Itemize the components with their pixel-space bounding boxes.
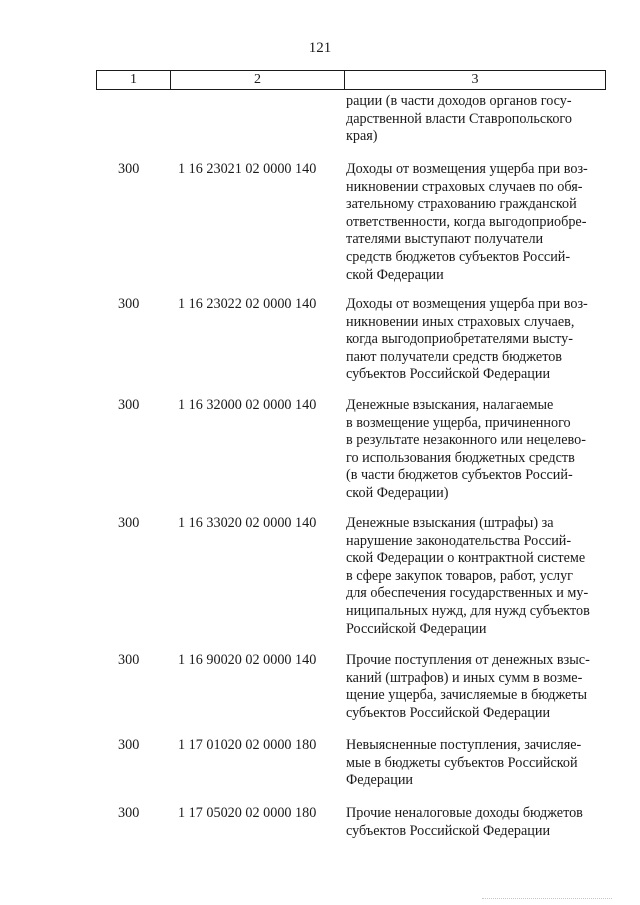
description-line: для обеспечения государственных и му-: [346, 585, 589, 602]
description-line: дарственной власти Ставропольского: [346, 110, 572, 127]
scan-artifact: [482, 898, 612, 900]
row-description: [346, 805, 608, 840]
admin-code: 300: [118, 515, 140, 531]
description-line: ниципальных нужд, для нужд субъектов: [346, 602, 590, 619]
row-description: [346, 397, 608, 503]
description-line: когда выгодоприобретателями высту-: [346, 331, 573, 348]
description-line: Федерации: [346, 772, 414, 789]
description-line: Денежные взыскания (штрафы) за: [346, 515, 554, 531]
description-line: никновении иных страховых случаев,: [346, 313, 575, 330]
table-header-col-2: 2: [171, 71, 345, 89]
admin-code: 300: [118, 161, 140, 177]
description-line: ской Федерации: [346, 266, 444, 283]
description-line: Доходы от возмещения ущерба при воз-: [346, 296, 588, 312]
kbk-code: 1 16 23021 02 0000 140: [178, 161, 317, 177]
description-line: субъектов Российской Федерации: [346, 822, 551, 839]
description-line: субъектов Российской Федерации: [346, 366, 551, 383]
description-line: каний (штрафов) и иных сумм в возме-: [346, 669, 583, 686]
description-line: (в части бюджетов субъектов Россий-: [346, 467, 573, 484]
row-description: [346, 161, 608, 284]
description-line: в результате незаконного или нецелево-: [346, 432, 586, 449]
row-description: [346, 652, 608, 722]
row-description: [346, 737, 608, 790]
description-line: ской Федерации о контрактной системе: [346, 550, 586, 567]
admin-code: 300: [118, 296, 140, 312]
description-line: ской Федерации): [346, 484, 449, 501]
description-line: нарушение законодательства Россий-: [346, 532, 572, 549]
description-line: субъектов Российской Федерации: [346, 704, 551, 721]
description-line: в сфере закупок товаров, работ, услуг: [346, 567, 573, 584]
description-line: ответственности, когда выгодоприобре-: [346, 213, 587, 230]
description-line: Российской Федерации: [346, 620, 487, 637]
description-line: Прочие неналоговые доходы бюджетов: [346, 805, 583, 821]
description-line: пают получатели средств бюджетов: [346, 348, 562, 365]
description-line: рации (в части доходов органов госу-: [346, 93, 572, 109]
kbk-code: 1 16 32000 02 0000 140: [178, 397, 317, 413]
description-line: мые в бюджеты субъектов Российской: [346, 754, 578, 771]
kbk-code: 1 16 90020 02 0000 140: [178, 652, 317, 668]
kbk-code: 1 17 01020 02 0000 180: [178, 737, 317, 753]
description-line: Невыясненные поступления, зачисляе-: [346, 737, 582, 753]
continuation-description: [346, 93, 608, 146]
kbk-code: 1 16 33020 02 0000 140: [178, 515, 317, 531]
description-line: никновении страховых случаев по обя-: [346, 178, 583, 195]
table-header: [96, 70, 606, 90]
row-description: [346, 515, 608, 638]
admin-code: 300: [118, 737, 140, 753]
description-line: Денежные взыскания, налагаемые: [346, 397, 554, 413]
admin-code: 300: [118, 652, 140, 668]
page-number: 121: [308, 40, 332, 56]
kbk-code: 1 17 05020 02 0000 180: [178, 805, 317, 821]
description-line: в возмещение ущерба, причиненного: [346, 414, 571, 431]
description-line: края): [346, 128, 378, 145]
description-line: Доходы от возмещения ущерба при воз-: [346, 161, 588, 177]
description-line: тателями выступают получатели: [346, 231, 544, 248]
admin-code: 300: [118, 805, 140, 821]
description-line: зательному страхованию гражданской: [346, 196, 577, 213]
table-header-col-1: 1: [97, 71, 171, 89]
admin-code: 300: [118, 397, 140, 413]
row-description: [346, 296, 608, 384]
kbk-code: 1 16 23022 02 0000 140: [178, 296, 317, 312]
description-line: го использования бюджетных средств: [346, 449, 575, 466]
description-line: Прочие поступления от денежных взыс-: [346, 652, 590, 668]
description-line: щение ущерба, зачисляемые в бюджеты: [346, 687, 588, 704]
table-header-col-3: 3: [471, 72, 479, 87]
description-line: средств бюджетов субъектов Россий-: [346, 248, 571, 265]
